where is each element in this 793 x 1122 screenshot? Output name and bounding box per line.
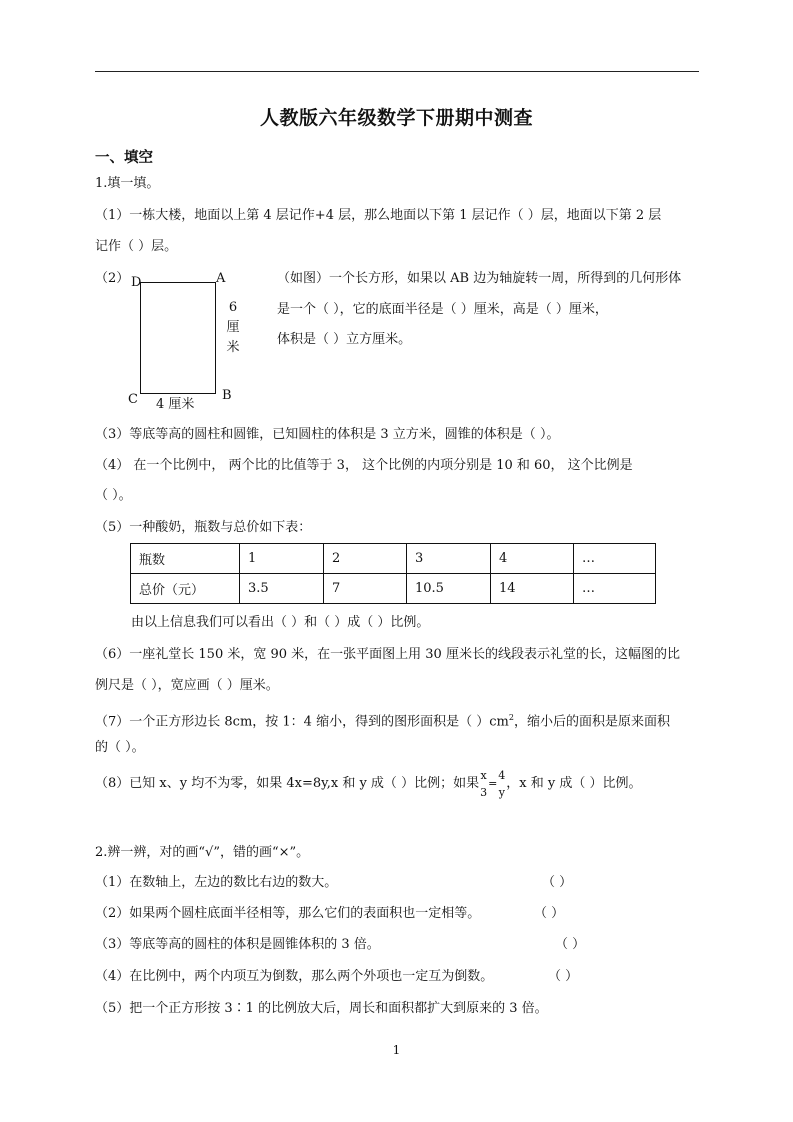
vertex-d-label: D	[131, 275, 142, 290]
table-cell: 14	[491, 574, 574, 604]
q2-item5	[95, 1001, 548, 1017]
q2-heading: 2.辨一辨，对的画“√”，错的画“×”。	[95, 845, 310, 860]
q2-item-text: （3）等底等高的圆柱的体积是圆锥体积的 3 倍。	[95, 937, 380, 952]
table-row	[131, 574, 656, 604]
fraction-denominator: 3	[480, 785, 488, 799]
side-length-right-label	[226, 298, 240, 358]
page-title: 人教版六年级数学下册期中测查	[259, 107, 533, 129]
fraction-numerator: 4	[498, 768, 506, 782]
table-cell: 3	[407, 544, 491, 574]
q2-item-text: （2）如果两个圆柱底面半径相等，那么它们的表面积也一定相等。	[95, 906, 481, 921]
q1-item7-line2: 的（ ）。	[95, 740, 145, 755]
q1-item6-line1: （6）一座礼堂长 150 米，宽 90 米，在一张平面图上用 30 厘米长的线段表示礼堂的长，这幅图的比	[95, 647, 680, 662]
side-length-bottom-label: 4 厘米	[156, 397, 195, 412]
table-cell: 总价（元）	[131, 574, 240, 604]
table-cell: 7	[324, 574, 407, 604]
q2-item2	[95, 906, 480, 922]
q1-item8	[95, 767, 642, 801]
q2-item1	[95, 875, 337, 891]
table-cell: …	[574, 544, 656, 574]
side-right-char-2: 厘	[226, 320, 240, 335]
table-row	[131, 544, 656, 574]
q1-item1-line1: （1）一栋大楼，地面以上第 4 层记作+4 层，那么地面以下第 1 层记作（ ）层，地面以下第 2 层	[95, 208, 662, 223]
q2-item4	[95, 969, 493, 985]
q1-item8-text-pre: （8）已知 x、y 均不为零，如果 4x=8y,x 和 y 成（ ）比例；如果	[95, 776, 480, 791]
q1-item2-number: （2）	[95, 271, 130, 286]
q1-item4-line2: （ ）。	[95, 488, 132, 503]
q1-item5-conclusion: 由以上信息我们可以看出（ ）和（ ）成（ ）比例。	[131, 615, 430, 630]
fraction-4-over-y	[498, 769, 505, 799]
q1-item7-line1	[95, 710, 670, 730]
table-cell: 2	[324, 544, 407, 574]
vertex-b-label: B	[222, 388, 232, 403]
table-cell: 10.5	[407, 574, 491, 604]
table-cell: 3.5	[240, 574, 324, 604]
page-number: 1	[392, 1043, 401, 1057]
fraction-numerator: x	[480, 768, 487, 782]
equals-sign: =	[488, 777, 498, 790]
q2-item3	[95, 937, 380, 953]
q2-item4-answer-paren: （ ）	[548, 969, 579, 984]
q1-item1-line2: 记作（ ）层。	[95, 239, 178, 254]
q2-item-text: （5）把一个正方形按 3∶1 的比例放大后，周长和面积都扩大到原来的 3 倍。	[95, 1001, 548, 1016]
q2-item1-answer-paren: （ ）	[542, 875, 573, 890]
q1-item3: （3）等底等高的圆柱和圆锥，已知圆柱的体积是 3 立方米，圆锥的体积是（ ）。	[95, 427, 560, 442]
table-cell: 1	[240, 544, 324, 574]
section-heading-fill-blank: 一、填空	[95, 150, 153, 166]
q1-item2-line2: 是一个（ ），它的底面半径是（ ）厘米，高是（ ）厘米，	[277, 302, 608, 317]
fraction-x-over-3	[480, 769, 487, 799]
fraction-denominator: y	[498, 785, 505, 799]
q2-item3-answer-paren: （ ）	[555, 937, 586, 952]
side-right-char-3: 米	[226, 340, 240, 355]
q2-item-text: （4）在比例中，两个内项互为倒数，那么两个外项也一定互为倒数。	[95, 969, 494, 984]
q1-item6-line2: 例尺是（ ），宽应画（ ）厘米。	[95, 678, 279, 693]
q1-item5: （5）一种酸奶，瓶数与总价如下表：	[95, 520, 312, 535]
q1-item7-text-post: ，缩小后的面积是原来面积	[513, 714, 670, 730]
q1-item2-line1: （如图）一个长方形，如果以 AB 边为轴旋转一周，所得到的几何形体	[277, 271, 682, 286]
square-superscript: 2	[508, 713, 514, 722]
vertex-a-label: A	[216, 271, 226, 286]
q1-heading: 1.填一填。	[95, 176, 160, 191]
q1-item4-line1: （4） 在一个比例中， 两个比的比值等于 3， 这个比例的内项分别是 10 和 60， 这个比例是	[95, 458, 633, 473]
rectangle-figure	[140, 282, 216, 394]
q1-item2-line3: 体积是（ ）立方厘米。	[277, 332, 412, 347]
vertex-c-label: C	[128, 392, 138, 407]
side-right-char-1: 6	[228, 300, 238, 315]
header-rule	[95, 71, 699, 72]
table-cell: …	[574, 574, 656, 604]
q2-item-text: （1）在数轴上，左边的数比右边的数大。	[95, 875, 338, 890]
table-cell: 瓶数	[131, 544, 240, 574]
table-cell: 4	[491, 544, 574, 574]
q2-item2-answer-paren: （ ）	[534, 906, 565, 921]
yogurt-price-table	[130, 543, 656, 604]
q1-item8-text-post: ，x 和 y 成（ ）比例。	[506, 776, 642, 791]
q1-item7-text-pre: （7）一个正方形边长 8cm，按 1：4 缩小，得到的图形面积是（ ）cm	[95, 714, 509, 730]
